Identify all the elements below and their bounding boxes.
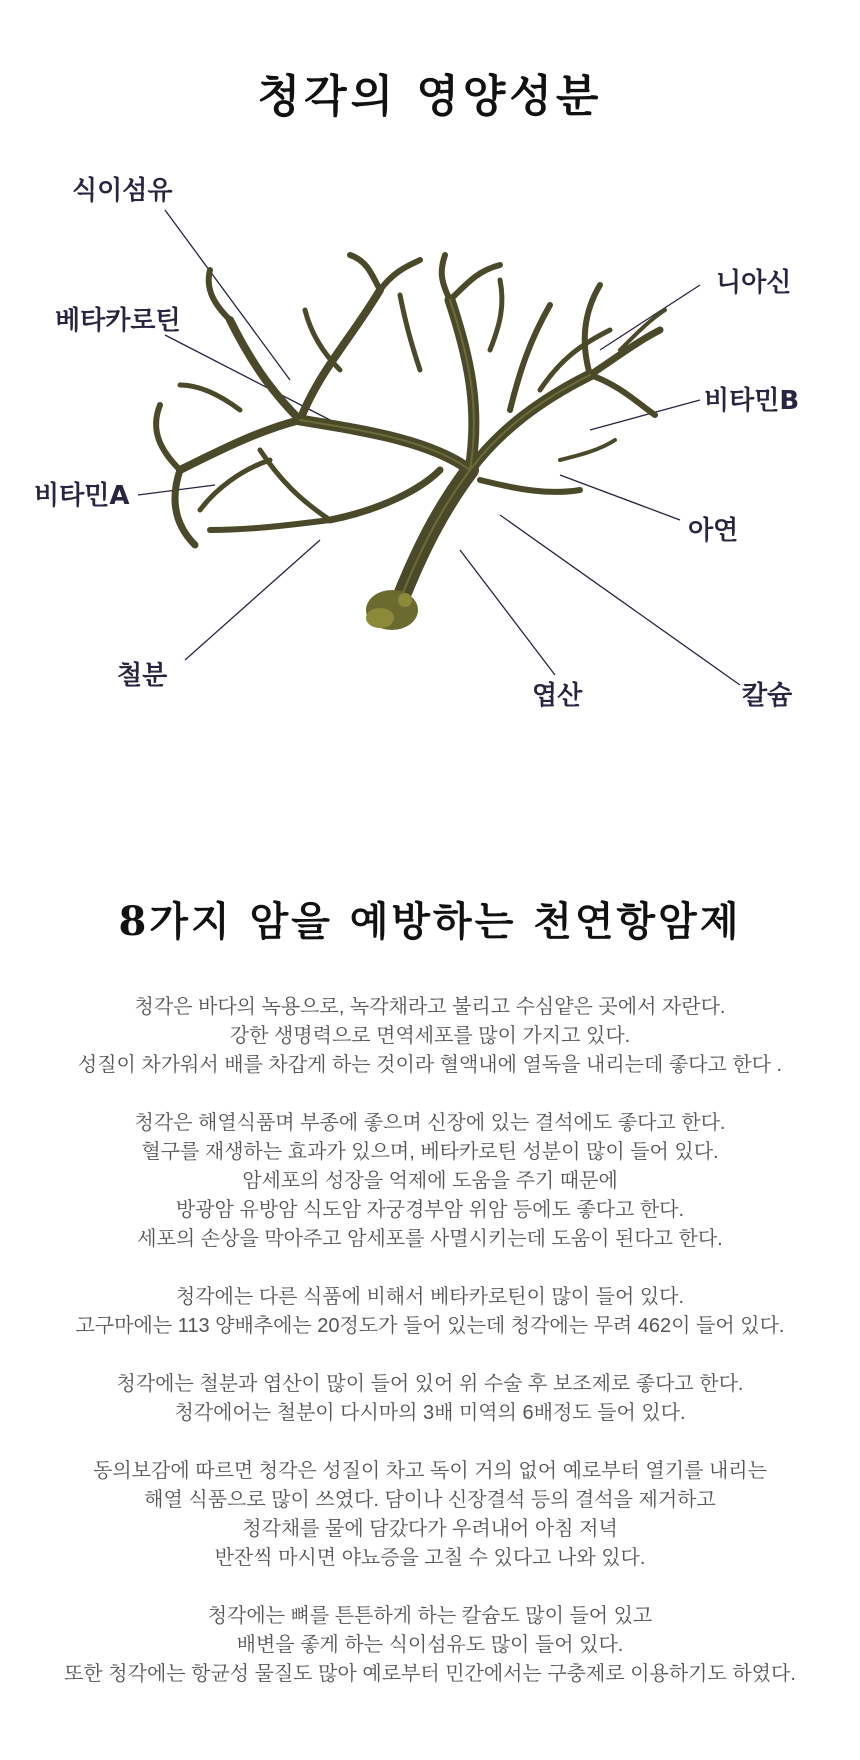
leader-line-iron (185, 540, 320, 660)
leader-line-zinc (560, 475, 680, 520)
text-line: 혈구를 재생하는 효과가 있으며, 베타카로틴 성분이 많이 들어 있다. (141, 1141, 719, 1163)
text-line: 세포의 손상을 막아주고 암세포를 사멸시키는데 도움이 된다고 한다. (137, 1228, 723, 1250)
text-line: 고구마에는 113 양배추에는 20정도가 들어 있는데 청각에는 무려 462이 들어 있다. (75, 1315, 785, 1337)
text-line: 청각에는 뼈를 튼튼하게 하는 칼슘도 많이 들어 있고 (207, 1605, 653, 1627)
leader-line-folic-acid (460, 550, 555, 675)
text-line: 청각에어는 철분이 다시마의 3배 미역의 6배정도 들어 있다. (174, 1402, 686, 1424)
label-niacin: 니아신 (716, 268, 792, 298)
label-vitamin-a: 비타민A (34, 481, 130, 511)
text-line: 청각채를 물에 담갔다가 우려내어 아침 저녁 (242, 1518, 618, 1540)
label-folic-acid: 엽산 (532, 681, 583, 711)
section-title: 8가지 암을 예방하는 천연항암제 (118, 898, 742, 945)
text-line: 강한 생명력으로 면역세포를 많이 가지고 있다. (229, 1025, 631, 1047)
label-fiber: 식이섬유 (72, 176, 173, 206)
text-line: 암세포의 성장을 억제에 도움을 주기 때문에 (242, 1170, 618, 1192)
seaweed-branches (156, 255, 665, 630)
text-line: 청각은 바다의 녹용으로, 녹각채라고 불리고 수심얕은 곳에서 자란다. (134, 996, 726, 1018)
leader-line-niacin (600, 285, 700, 350)
text-line: 청각에는 다른 식품에 비해서 베타카로틴이 많이 들어 있다. (175, 1286, 685, 1308)
text-line: 방광암 유방암 식도암 자궁경부암 위암 등에도 좋다고 한다. (175, 1199, 685, 1221)
text-line: 반잔씩 마시면 야뇨증을 고칠 수 있다고 나와 있다. (214, 1547, 646, 1569)
paragraph (20, 1602, 840, 1689)
text-line: 청각에는 철분과 엽산이 많이 들어 있어 위 수술 후 보조제로 좋다고 한다. (116, 1373, 744, 1395)
label-iron: 철분 (117, 661, 168, 691)
text-line: 배변을 좋게 하는 식이섬유도 많이 들어 있다. (236, 1634, 624, 1656)
label-calcium: 칼슘 (742, 681, 793, 711)
paragraph (20, 1109, 840, 1254)
text-line: 동의보감에 따르면 청각은 성질이 차고 독이 거의 없어 예로부터 열기를 내리는 (93, 1460, 767, 1482)
text-line: 청각은 해열식품며 부종에 좋으며 신장에 있는 결석에도 좋다고 한다. (134, 1112, 726, 1134)
description-text (20, 993, 840, 1718)
text-line: 또한 청각에는 항균성 물질도 많아 예로부터 민간에서는 구충제로 이용하기도 하였다. (64, 1663, 796, 1685)
text-line: 해열 식품으로 많이 쓰였다. 담이나 신장결석 등의 결석을 제거하고 (144, 1489, 716, 1511)
label-zinc: 아연 (688, 516, 739, 546)
paragraph (20, 993, 840, 1080)
paragraph (20, 1370, 840, 1428)
paragraph (20, 1283, 840, 1341)
paragraph (20, 1457, 840, 1573)
nutrient-diagram (0, 170, 860, 810)
label-beta-carotene: 베타카로틴 (55, 306, 181, 336)
page-title: 청각의 영양성분 (257, 71, 603, 122)
text-line: 성질이 차가워서 배를 차갑게 하는 것이라 혈액내에 열독을 내리는데 좋다고 한다 . (77, 1054, 783, 1076)
leader-line-fiber (165, 210, 290, 380)
label-vitamin-b: 비타민B (704, 386, 800, 416)
